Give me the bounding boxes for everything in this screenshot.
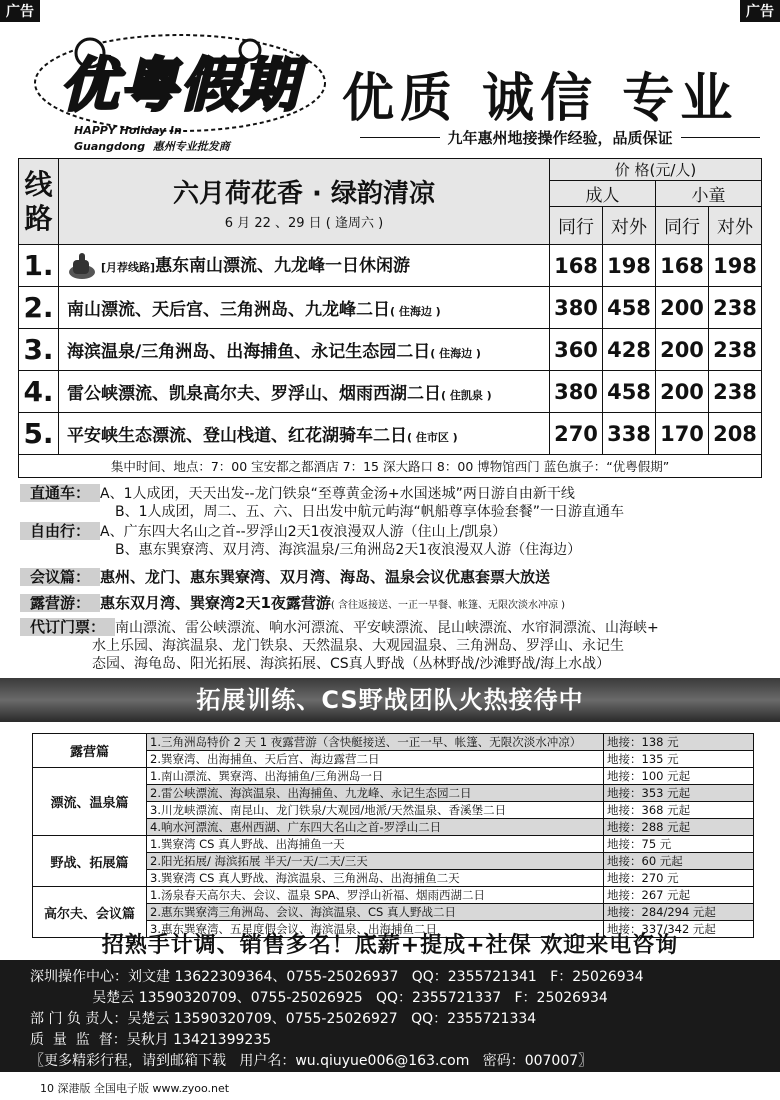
item-cell: 1.三角洲岛特价 2 天 1 夜露营游（含快艇接送、一正一早、帐篷、无限次淡水冲凉） [147, 734, 604, 751]
thumbs-up-icon [67, 252, 97, 280]
subslogan: 九年惠州地接操作经验，品质保证 [360, 127, 760, 148]
row-number: 2. [19, 287, 59, 329]
ticket-label: 代订门票： [20, 618, 115, 636]
item-price: 地接：75 元 [604, 836, 754, 853]
route-cell: [月荐线路]惠东南山漂流、九龙峰一日休闲游 [59, 245, 550, 287]
promo-banner: 拓展训练、CS野战团队火热接待中 [0, 678, 780, 722]
ticket-line-2: 水上乐园、海滨温泉、龙门铁泉、天然温泉、大观园温泉、三角洲岛、罗浮山、永记生 [92, 638, 624, 654]
item-price: 地接：270 元 [604, 870, 754, 887]
item-cell: 2.雷公峡漂流、海滨温泉、出海捕鱼、九龙峰、永记生态园二日 [147, 785, 604, 802]
logo [30, 28, 330, 158]
category-cell: 高尔夫、会议篇 [33, 887, 147, 938]
price-child-peer: 200 [656, 287, 709, 329]
price-header: 价 格(元/人) [550, 159, 762, 181]
price-child-peer: 168 [656, 245, 709, 287]
contact-block [0, 960, 780, 1072]
line-header: 线 路 [19, 159, 59, 245]
price-adult-peer: 380 [550, 371, 603, 413]
price-adult-public: 458 [603, 287, 656, 329]
row-number: 4. [19, 371, 59, 413]
table-row [19, 371, 762, 413]
route-cell: 南山漂流、天后宫、三角洲岛、九龙峰二日( 住海边 ) [59, 287, 550, 329]
recruitment-text: 招熟手计调、销售多名！底薪+提成+社保 欢迎来电咨询 [101, 933, 679, 958]
direct-b: B、1人成团，周二、五、六、日出发中航元屿海“帆船尊享体验套餐”一日游直通车 [115, 504, 625, 520]
table-row [19, 245, 762, 287]
meeting-section [20, 568, 550, 587]
ticket-line-1: 南山漂流、雷公峡漂流、响水河漂流、平安峡漂流、昆山峡漂流、水帘洞漂流、山海峡+ [115, 620, 659, 636]
price-child-peer: 200 [656, 371, 709, 413]
price-adult-public: 428 [603, 329, 656, 371]
local-tour-table [32, 733, 754, 938]
free-b: B、惠东巽寮湾、双月湾、海滨温泉/三角洲岛2天1夜浪漫双人游（住海边） [115, 542, 582, 558]
price-child-public: 208 [709, 413, 762, 455]
price-child-public: 238 [709, 287, 762, 329]
logo-english-2: Guangdong 惠州专业批发商 [74, 140, 230, 153]
contact-row-1: 深圳操作中心：刘文建 13622309364、0755-25026937 QQ：2355721341 F：25026934 [30, 969, 644, 985]
item-cell: 2.巽寮湾、出海捕鱼、天后宫、海边露营二日 [147, 751, 604, 768]
page-footer: 10 深港版 全国电子版 www.zyoo.net [40, 1082, 230, 1095]
direct-a: A、1人成团，天天出发--龙门铁泉“至尊黄金汤+水国迷城”两日游自由新干线 [100, 486, 575, 502]
item-price: 地接：353 元起 [604, 785, 754, 802]
table-row [19, 413, 762, 455]
price-adult-peer: 270 [550, 413, 603, 455]
item-price: 地接：138 元 [604, 734, 754, 751]
price-table [18, 158, 762, 478]
table-row [33, 887, 754, 904]
camp-label: 露营游： [20, 594, 100, 612]
contact-row-3: 部 门 负 责人：吴楚云 13590320709、0755-25026927 QQ：2355721334 [30, 1011, 537, 1027]
item-cell: 1.巽寮湾 CS 真人野战、出海捕鱼一天 [147, 836, 604, 853]
item-price: 地接：100 元起 [604, 768, 754, 785]
price-adult-public: 338 [603, 413, 656, 455]
table-row [19, 287, 762, 329]
route-cell: 雷公峡漂流、凯泉高尔夫、罗浮山、烟雨西湖二日( 住凯泉 ) [59, 371, 550, 413]
item-cell: 3.惠东巽寮湾、五星度假会议、海滨温泉、出海捕鱼二日 [147, 921, 604, 938]
ad-tag-right: 广告 [740, 0, 780, 22]
free-a: A、广东四大名山之首--罗浮山2天1夜浪漫双人游（住山上/凯泉） [100, 524, 507, 540]
item-price: 地接：135 元 [604, 751, 754, 768]
item-cell: 2.阳光拓展/ 海滨拓展 半天/一天/二天/三天 [147, 853, 604, 870]
item-cell: 1.南山漂流、巽寮湾、出海捕鱼/三角洲岛一日 [147, 768, 604, 785]
table-row [33, 836, 754, 853]
ticket-line-3: 态园、海龟岛、阳光拓展、海滨拓展、CS真人野战（丛林野战/沙滩野战/海上水战） [92, 656, 611, 672]
contact-row-2: 吴楚云 13590320709、0755-25026925 QQ：2355721337 F：25026934 [30, 990, 608, 1006]
price-child-public: 198 [709, 245, 762, 287]
route-cell: 平安峡生态漂流、登山栈道、红花湖骑车二日( 住市区 ) [59, 413, 550, 455]
camp-text: 惠东双月湾、巽寮湾2天1夜露营游 [100, 594, 331, 612]
price-child-peer: 170 [656, 413, 709, 455]
child-public-header: 对外 [709, 207, 762, 245]
item-cell: 3.巽寮湾 CS 真人野战、海滨温泉、三角洲岛、出海捕鱼二天 [147, 870, 604, 887]
direct-label: 直通车： [20, 484, 100, 502]
child-peer-header: 同行 [656, 207, 709, 245]
item-cell: 3.川龙峡漂流、南昆山、龙门铁泉/大观园/地派/天然温泉、香溪堡二日 [147, 802, 604, 819]
table-row [19, 329, 762, 371]
table-row [33, 768, 754, 785]
free-label: 自由行： [20, 522, 100, 540]
category-cell: 露营篇 [33, 734, 147, 768]
price-child-peer: 200 [656, 329, 709, 371]
adult-public-header: 对外 [603, 207, 656, 245]
item-cell: 4.响水河漂流、惠州西湖、广东四大名山之首-罗浮山二日 [147, 819, 604, 836]
item-price: 地接：337/342 元起 [604, 921, 754, 938]
price-adult-peer: 168 [550, 245, 603, 287]
price-adult-peer: 360 [550, 329, 603, 371]
item-price: 地接：368 元起 [604, 802, 754, 819]
table-row [33, 734, 754, 751]
item-price: 地接：60 元起 [604, 853, 754, 870]
child-header: 小童 [656, 181, 762, 207]
category-cell: 野战、拓展篇 [33, 836, 147, 887]
direct-section [20, 484, 624, 521]
item-price: 地接：288 元起 [604, 819, 754, 836]
item-price: 地接：267 元起 [604, 887, 754, 904]
table-title: 六月荷花香 · 绿韵清凉 6 月 22 、29 日 ( 逢周六 ) [59, 159, 550, 245]
contact-row-5: 〖更多精彩行程，请到邮箱下载 用户名：wu.qiuyue006@163.com 密码：007007〗 [30, 1053, 593, 1069]
row-number: 5. [19, 413, 59, 455]
row-number: 1. [19, 245, 59, 287]
row-number: 3. [19, 329, 59, 371]
free-travel-section [20, 522, 581, 559]
item-price: 地接：284/294 元起 [604, 904, 754, 921]
meeting-label: 会议篇： [20, 568, 100, 586]
slogan: 优质 诚信 专业 [342, 68, 739, 129]
price-adult-peer: 380 [550, 287, 603, 329]
route-cell: 海滨温泉/三角洲岛、出海捕鱼、永记生态园二日( 住海边 ) [59, 329, 550, 371]
price-adult-public: 458 [603, 371, 656, 413]
camping-section [20, 594, 565, 615]
item-cell: 1.汤泉春天高尔夫、会议、温泉 SPA、罗浮山祈福、烟雨西湖二日 [147, 887, 604, 904]
ticket-section [20, 618, 765, 673]
adult-header: 成人 [550, 181, 656, 207]
price-child-public: 238 [709, 329, 762, 371]
category-cell: 漂流、温泉篇 [33, 768, 147, 836]
contact-row-4: 质 量 监 督：吴秋月 13421399235 [30, 1032, 272, 1048]
ad-tag-left: 广告 [0, 0, 40, 22]
price-child-public: 238 [709, 371, 762, 413]
meeting-point-note: 集中时间、地点：7：00 宝安都之都酒店 7：15 深大路口 8：00 博物馆西门 蓝色旗子：“优粤假期” [19, 455, 762, 478]
logo-english-1: HAPPY Holiday In [74, 124, 182, 137]
logo-text: 优粤假期 [60, 51, 301, 119]
meeting-text: 惠州、龙门、惠东巽寮湾、双月湾、海岛、温泉会议优惠套票大放送 [100, 568, 551, 586]
adult-peer-header: 同行 [550, 207, 603, 245]
camp-note: ( 含往返接送、一正一早餐、帐篷、无限次淡水冲凉 ) [330, 600, 566, 611]
price-adult-public: 198 [603, 245, 656, 287]
item-cell: 2.惠东巽寮湾三角洲岛、会议、海滨温泉、CS 真人野战二日 [147, 904, 604, 921]
